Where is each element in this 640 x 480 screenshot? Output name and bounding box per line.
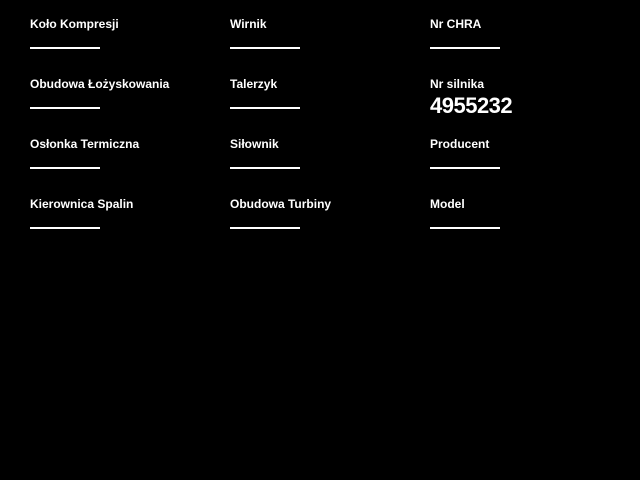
field-label: Wirnik [230, 17, 267, 31]
field-label: Kierownica Spalin [30, 197, 134, 211]
field-input-line[interactable] [30, 107, 100, 109]
field-talerzyk [230, 74, 415, 134]
field-kierownica-spalin [30, 194, 215, 254]
field-wirnik [230, 14, 415, 74]
field-input-line[interactable] [230, 47, 300, 49]
field-label: Talerzyk [230, 77, 278, 91]
field-producent [430, 134, 615, 194]
field-input-line[interactable] [430, 227, 500, 229]
field-label: Nr CHRA [430, 17, 482, 31]
field-obudowa-lozyskowania [30, 74, 215, 134]
field-label: Osłonka Termiczna [30, 137, 140, 151]
field-label: Obudowa Łożyskowania [30, 77, 170, 91]
field-input-line[interactable] [30, 167, 100, 169]
field-input-line[interactable] [230, 167, 300, 169]
field-label: Obudowa Turbiny [230, 197, 332, 211]
field-label: Model [430, 197, 465, 211]
field-label: Koło Kompresji [30, 17, 119, 31]
field-input-line[interactable] [230, 227, 300, 229]
field-obudowa-turbiny [230, 194, 415, 254]
field-input-line[interactable] [30, 227, 100, 229]
field-silownik [230, 134, 415, 194]
field-label: Producent [430, 137, 490, 151]
field-input-line[interactable] [230, 107, 300, 109]
field-kolo-kompresji [30, 14, 215, 74]
field-nr-silnika [430, 74, 615, 134]
field-input-line[interactable] [30, 47, 100, 49]
field-nr-chra [430, 14, 615, 74]
field-model [430, 194, 615, 254]
field-input-line[interactable] [430, 167, 500, 169]
field-input-line[interactable] [430, 47, 500, 49]
field-label: Nr silnika [430, 77, 485, 91]
field-oslonka-termiczna [30, 134, 215, 194]
field-value[interactable]: 4955232 [430, 93, 513, 118]
field-label: Siłownik [230, 137, 279, 151]
